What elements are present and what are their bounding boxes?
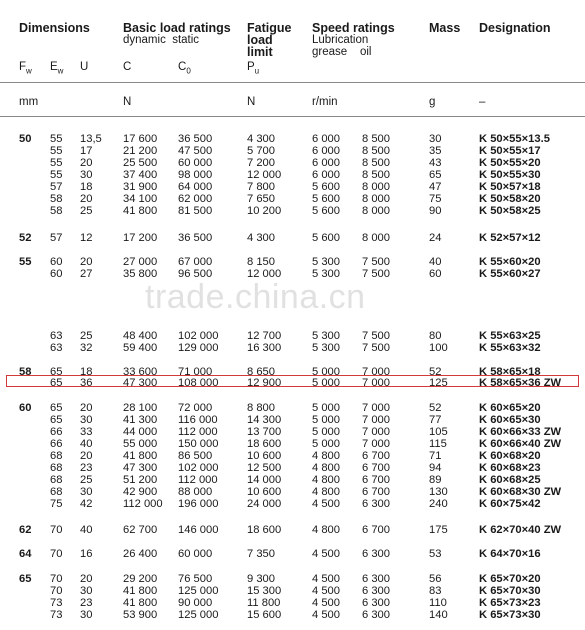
cell-c: 26 400	[123, 548, 158, 560]
watermark: trade.china.cn	[145, 278, 366, 316]
cell-des: K 60×65×20	[479, 402, 541, 414]
cell-pu: 14 000	[247, 474, 282, 486]
cell-fw: 64	[19, 548, 32, 560]
cell-ew: 55	[50, 133, 63, 145]
cell-pu: 12 000	[247, 268, 282, 280]
cell-c: 112 000	[123, 498, 163, 510]
cell-mass: 105	[429, 426, 448, 438]
cell-ew: 65	[50, 366, 63, 378]
cell-grease: 5 600	[312, 181, 340, 193]
header-load: load	[247, 33, 273, 47]
cell-u: 12	[80, 232, 93, 244]
cell-des: K 65×70×30	[479, 585, 541, 597]
unit-g: g	[429, 96, 436, 108]
cell-grease: 5 000	[312, 426, 340, 438]
cell-mass: 89	[429, 474, 442, 486]
cell-ew: 63	[50, 330, 63, 342]
cell-grease: 4 500	[312, 609, 340, 621]
cell-oil: 6 700	[362, 486, 390, 498]
cell-c: 28 100	[123, 402, 158, 414]
cell-mass: 47	[429, 181, 442, 193]
cell-grease: 4 800	[312, 450, 340, 462]
cell-u: 18	[80, 366, 93, 378]
cell-des: K 60×66×40 ZW	[479, 438, 562, 450]
symbol-u: U	[80, 61, 89, 73]
cell-des: K 60×68×20	[479, 450, 541, 462]
cell-c: 47 300	[123, 462, 158, 474]
cell-grease: 5 300	[312, 330, 340, 342]
cell-c0: 102 000	[178, 462, 219, 474]
cell-c: 48 400	[123, 330, 158, 342]
cell-pu: 7 800	[247, 181, 275, 193]
cell-fw: 58	[19, 366, 32, 378]
cell-pu: 15 300	[247, 585, 282, 597]
cell-pu: 12 900	[247, 377, 282, 389]
cell-pu: 18 600	[247, 438, 282, 450]
header-divider	[0, 82, 585, 83]
unit-rmin: r/min	[312, 96, 338, 108]
cell-des: K 60×68×25	[479, 474, 541, 486]
cell-u: 25	[80, 474, 93, 486]
cell-pu: 9 300	[247, 573, 275, 585]
cell-c0: 196 000	[178, 498, 219, 510]
cell-oil: 7 000	[362, 402, 390, 414]
cell-grease: 5 600	[312, 205, 340, 217]
header-grease-oil: grease oil	[312, 46, 372, 58]
cell-u: 20	[80, 573, 93, 585]
cell-pu: 15 600	[247, 609, 282, 621]
cell-ew: 68	[50, 462, 63, 474]
cell-ew: 66	[50, 438, 63, 450]
cell-c0: 81 500	[178, 205, 213, 217]
cell-c0: 96 500	[178, 268, 213, 280]
cell-ew: 70	[50, 585, 63, 597]
cell-u: 33	[80, 426, 93, 438]
cell-oil: 7 000	[362, 377, 390, 389]
cell-grease: 5 000	[312, 377, 340, 389]
header-dynamic-static: dynamic static	[123, 34, 200, 46]
cell-u: 17	[80, 145, 93, 157]
symbol-ew: $E_w$	[50, 61, 64, 76]
header-dimensions: Dimensions	[19, 21, 90, 35]
cell-pu: 13 700	[247, 426, 282, 438]
cell-c: 41 800	[123, 205, 158, 217]
cell-pu: 10 200	[247, 205, 282, 217]
cell-u: 42	[80, 498, 93, 510]
cell-u: 30	[80, 169, 93, 181]
cell-u: 30	[80, 414, 93, 426]
cell-c0: 60 000	[178, 548, 213, 560]
cell-c0: 146 000	[178, 524, 219, 536]
cell-c0: 150 000	[178, 438, 219, 450]
cell-c: 35 800	[123, 268, 158, 280]
cell-grease: 6 000	[312, 169, 340, 181]
unit-dash: –	[479, 96, 486, 108]
cell-u: 20	[80, 256, 93, 268]
cell-des: K 50×55×13.5	[479, 133, 550, 145]
cell-ew: 73	[50, 597, 63, 609]
cell-c: 27 000	[123, 256, 158, 268]
cell-grease: 6 000	[312, 145, 340, 157]
cell-u: 20	[80, 450, 93, 462]
cell-des: K 65×73×30	[479, 609, 541, 621]
cell-pu: 10 600	[247, 450, 282, 462]
cell-ew: 58	[50, 193, 63, 205]
cell-ew: 57	[50, 232, 63, 244]
cell-ew: 65	[50, 414, 63, 426]
unit-n-load: N	[123, 96, 132, 108]
cell-grease: 6 000	[312, 133, 340, 145]
cell-c0: 36 500	[178, 133, 213, 145]
cell-grease: 5 000	[312, 366, 340, 378]
cell-fw: 50	[19, 133, 32, 145]
cell-oil: 6 300	[362, 597, 390, 609]
cell-oil: 7 500	[362, 330, 390, 342]
cell-ew: 70	[50, 524, 63, 536]
cell-mass: 52	[429, 366, 442, 378]
cell-des: K 50×55×30	[479, 169, 541, 181]
cell-oil: 6 700	[362, 462, 390, 474]
cell-pu: 7 650	[247, 193, 275, 205]
cell-ew: 75	[50, 498, 63, 510]
cell-u: 20	[80, 402, 93, 414]
cell-c0: 112 000	[178, 426, 218, 438]
cell-oil: 6 700	[362, 524, 390, 536]
cell-fw: 62	[19, 524, 32, 536]
cell-mass: 52	[429, 402, 442, 414]
cell-c: 31 900	[123, 181, 158, 193]
cell-grease: 4 800	[312, 474, 340, 486]
cell-oil: 6 300	[362, 585, 390, 597]
header-speed-ratings: Speed ratings	[312, 21, 395, 35]
cell-des: K 65×70×20	[479, 573, 541, 585]
header-fatigue: Fatigue	[247, 21, 292, 35]
cell-c0: 47 500	[178, 145, 213, 157]
cell-c: 53 900	[123, 609, 158, 621]
cell-mass: 53	[429, 548, 442, 560]
cell-c: 37 400	[123, 169, 158, 181]
cell-ew: 58	[50, 205, 63, 217]
cell-c0: 102 000	[178, 330, 219, 342]
cell-ew: 57	[50, 181, 63, 193]
cell-grease: 4 800	[312, 486, 340, 498]
cell-grease: 5 300	[312, 268, 340, 280]
cell-des: K 62×70×40 ZW	[479, 524, 562, 536]
cell-ew: 65	[50, 402, 63, 414]
cell-oil: 6 300	[362, 498, 390, 510]
cell-oil: 8 500	[362, 157, 390, 169]
cell-u: 16	[80, 548, 93, 560]
cell-ew: 73	[50, 609, 63, 621]
cell-fw: 55	[19, 256, 32, 268]
header-designation: Designation	[479, 21, 551, 35]
cell-u: 30	[80, 609, 93, 621]
cell-c: 41 800	[123, 597, 158, 609]
cell-u: 30	[80, 585, 93, 597]
cell-grease: 4 500	[312, 585, 340, 597]
cell-pu: 12 700	[247, 330, 282, 342]
cell-oil: 6 700	[362, 450, 390, 462]
cell-c: 55 000	[123, 438, 158, 450]
cell-c0: 98 000	[178, 169, 213, 181]
cell-c: 25 500	[123, 157, 158, 169]
cell-grease: 5 600	[312, 232, 340, 244]
cell-c: 41 800	[123, 450, 158, 462]
cell-c0: 62 000	[178, 193, 213, 205]
cell-des: K 60×66×33 ZW	[479, 426, 562, 438]
cell-u: 20	[80, 157, 93, 169]
cell-u: 25	[80, 205, 93, 217]
cell-ew: 68	[50, 450, 63, 462]
cell-ew: 60	[50, 256, 63, 268]
cell-des: K 60×65×30	[479, 414, 541, 426]
cell-des: K 58×65×18	[479, 366, 541, 378]
cell-ew: 66	[50, 426, 63, 438]
cell-pu: 4 300	[247, 232, 275, 244]
cell-mass: 110	[429, 597, 447, 609]
cell-u: 20	[80, 193, 93, 205]
cell-grease: 4 500	[312, 573, 340, 585]
cell-c0: 90 000	[178, 597, 213, 609]
cell-c: 17 600	[123, 133, 158, 145]
cell-c0: 76 500	[178, 573, 213, 585]
cell-ew: 68	[50, 474, 63, 486]
cell-mass: 75	[429, 193, 442, 205]
cell-des: K 50×55×20	[479, 157, 541, 169]
cell-grease: 5 300	[312, 256, 340, 268]
cell-des: K 52×57×12	[479, 232, 541, 244]
cell-pu: 12 000	[247, 169, 282, 181]
cell-u: 40	[80, 438, 93, 450]
cell-c0: 67 000	[178, 256, 213, 268]
cell-c0: 36 500	[178, 232, 213, 244]
cell-pu: 7 200	[247, 157, 275, 169]
cell-grease: 4 500	[312, 498, 340, 510]
cell-u: 18	[80, 181, 93, 193]
cell-pu: 14 300	[247, 414, 282, 426]
unit-n-fatigue: N	[247, 96, 256, 108]
cell-mass: 130	[429, 486, 448, 498]
cell-oil: 6 300	[362, 548, 390, 560]
cell-c: 47 300	[123, 377, 158, 389]
cell-pu: 8 800	[247, 402, 275, 414]
cell-pu: 16 300	[247, 342, 282, 354]
cell-oil: 8 500	[362, 145, 390, 157]
cell-pu: 8 650	[247, 366, 275, 378]
cell-des: K 50×55×17	[479, 145, 541, 157]
cell-des: K 58×65×36 ZW	[479, 377, 562, 389]
cell-des: K 50×58×20	[479, 193, 541, 205]
cell-u: 30	[80, 486, 93, 498]
cell-des: K 60×68×30 ZW	[479, 486, 562, 498]
cell-grease: 5 600	[312, 193, 340, 205]
symbol-c: C	[123, 61, 132, 73]
units-divider	[0, 116, 585, 117]
cell-oil: 7 000	[362, 414, 390, 426]
cell-u: 40	[80, 524, 93, 536]
cell-grease: 4 800	[312, 524, 340, 536]
cell-c0: 64 000	[178, 181, 213, 193]
cell-oil: 8 000	[362, 181, 390, 193]
cell-c0: 129 000	[178, 342, 219, 354]
cell-c: 59 400	[123, 342, 158, 354]
cell-des: K 65×73×23	[479, 597, 541, 609]
cell-pu: 8 150	[247, 256, 275, 268]
cell-grease: 6 000	[312, 157, 340, 169]
cell-ew: 63	[50, 342, 63, 354]
unit-mm: mm	[19, 96, 39, 108]
cell-des: K 60×68×23	[479, 462, 541, 474]
cell-c: 42 900	[123, 486, 158, 498]
cell-ew: 60	[50, 268, 63, 280]
cell-oil: 8 000	[362, 205, 390, 217]
cell-mass: 125	[429, 377, 448, 389]
cell-des: K 55×60×20	[479, 256, 541, 268]
cell-ew: 55	[50, 169, 63, 181]
cell-oil: 6 700	[362, 474, 390, 486]
cell-c: 34 100	[123, 193, 158, 205]
cell-grease: 5 300	[312, 342, 340, 354]
cell-mass: 35	[429, 145, 442, 157]
cell-des: K 55×60×27	[479, 268, 541, 280]
cell-mass: 77	[429, 414, 442, 426]
cell-mass: 65	[429, 169, 442, 181]
header-lubrication: Lubrication	[312, 34, 369, 46]
cell-u: 23	[80, 462, 93, 474]
cell-grease: 5 000	[312, 414, 340, 426]
cell-c0: 60 000	[178, 157, 213, 169]
cell-mass: 240	[429, 498, 448, 510]
cell-des: K 55×63×25	[479, 330, 541, 342]
symbol-pu: $P_u$	[247, 61, 260, 76]
cell-c0: 116 000	[178, 414, 218, 426]
header-mass: Mass	[429, 21, 461, 35]
cell-u: 23	[80, 597, 93, 609]
cell-oil: 8 500	[362, 133, 390, 145]
cell-u: 27	[80, 268, 93, 280]
header-basic-load-ratings: Basic load ratings	[123, 21, 231, 35]
cell-c: 17 200	[123, 232, 158, 244]
cell-oil: 7 500	[362, 342, 390, 354]
cell-oil: 7 000	[362, 426, 390, 438]
cell-mass: 40	[429, 256, 442, 268]
cell-c0: 125 000	[178, 585, 219, 597]
cell-mass: 94	[429, 462, 442, 474]
cell-c0: 86 500	[178, 450, 213, 462]
cell-fw: 52	[19, 232, 32, 244]
cell-grease: 4 800	[312, 462, 340, 474]
cell-oil: 8 000	[362, 193, 390, 205]
cell-pu: 7 350	[247, 548, 275, 560]
cell-oil: 7 000	[362, 366, 390, 378]
cell-oil: 6 300	[362, 609, 390, 621]
cell-des: K 64×70×16	[479, 548, 541, 560]
cell-mass: 56	[429, 573, 442, 585]
cell-mass: 43	[429, 157, 442, 169]
cell-grease: 5 000	[312, 402, 340, 414]
cell-c: 41 300	[123, 414, 158, 426]
symbol-c0: $C_0$	[178, 61, 191, 76]
cell-oil: 7 000	[362, 438, 390, 450]
cell-oil: 7 500	[362, 268, 390, 280]
cell-des: K 55×63×32	[479, 342, 541, 354]
cell-ew: 70	[50, 548, 63, 560]
cell-des: K 50×58×25	[479, 205, 541, 217]
cell-ew: 55	[50, 145, 63, 157]
cell-c: 62 700	[123, 524, 158, 536]
cell-c: 29 200	[123, 573, 158, 585]
cell-u: 13,5	[80, 133, 102, 145]
cell-pu: 11 800	[247, 597, 281, 609]
cell-des: K 60×75×42	[479, 498, 541, 510]
cell-mass: 80	[429, 330, 442, 342]
header-limit: limit	[247, 45, 273, 59]
cell-oil: 8 000	[362, 232, 390, 244]
cell-ew: 55	[50, 157, 63, 169]
cell-mass: 24	[429, 232, 442, 244]
cell-ew: 68	[50, 486, 63, 498]
cell-fw: 65	[19, 573, 32, 585]
cell-c0: 71 000	[178, 366, 213, 378]
cell-pu: 5 700	[247, 145, 275, 157]
cell-c0: 125 000	[178, 609, 219, 621]
cell-mass: 60	[429, 268, 442, 280]
cell-oil: 8 500	[362, 169, 390, 181]
cell-mass: 90	[429, 205, 442, 217]
cell-pu: 12 500	[247, 462, 282, 474]
cell-pu: 4 300	[247, 133, 275, 145]
cell-ew: 70	[50, 573, 63, 585]
cell-grease: 4 500	[312, 548, 340, 560]
cell-c: 41 800	[123, 585, 158, 597]
cell-mass: 140	[429, 609, 448, 621]
cell-oil: 6 300	[362, 573, 390, 585]
cell-c: 21 200	[123, 145, 158, 157]
cell-c: 33 600	[123, 366, 158, 378]
cell-c0: 72 000	[178, 402, 213, 414]
cell-c0: 112 000	[178, 474, 218, 486]
cell-des: K 50×57×18	[479, 181, 541, 193]
symbol-fw: $F_w$	[19, 61, 32, 76]
cell-pu: 18 600	[247, 524, 282, 536]
cell-c0: 88 000	[178, 486, 213, 498]
cell-grease: 5 000	[312, 438, 340, 450]
cell-u: 36	[80, 377, 93, 389]
cell-mass: 175	[429, 524, 448, 536]
cell-c: 44 000	[123, 426, 158, 438]
cell-c0: 108 000	[178, 377, 219, 389]
cell-u: 32	[80, 342, 93, 354]
cell-pu: 10 600	[247, 486, 282, 498]
cell-mass: 83	[429, 585, 442, 597]
cell-mass: 100	[429, 342, 448, 354]
cell-pu: 24 000	[247, 498, 282, 510]
cell-ew: 65	[50, 377, 63, 389]
cell-mass: 30	[429, 133, 442, 145]
cell-c: 51 200	[123, 474, 158, 486]
cell-oil: 7 500	[362, 256, 390, 268]
cell-u: 25	[80, 330, 93, 342]
cell-grease: 4 500	[312, 597, 340, 609]
cell-mass: 115	[429, 438, 447, 450]
cell-fw: 60	[19, 402, 32, 414]
cell-mass: 71	[429, 450, 442, 462]
